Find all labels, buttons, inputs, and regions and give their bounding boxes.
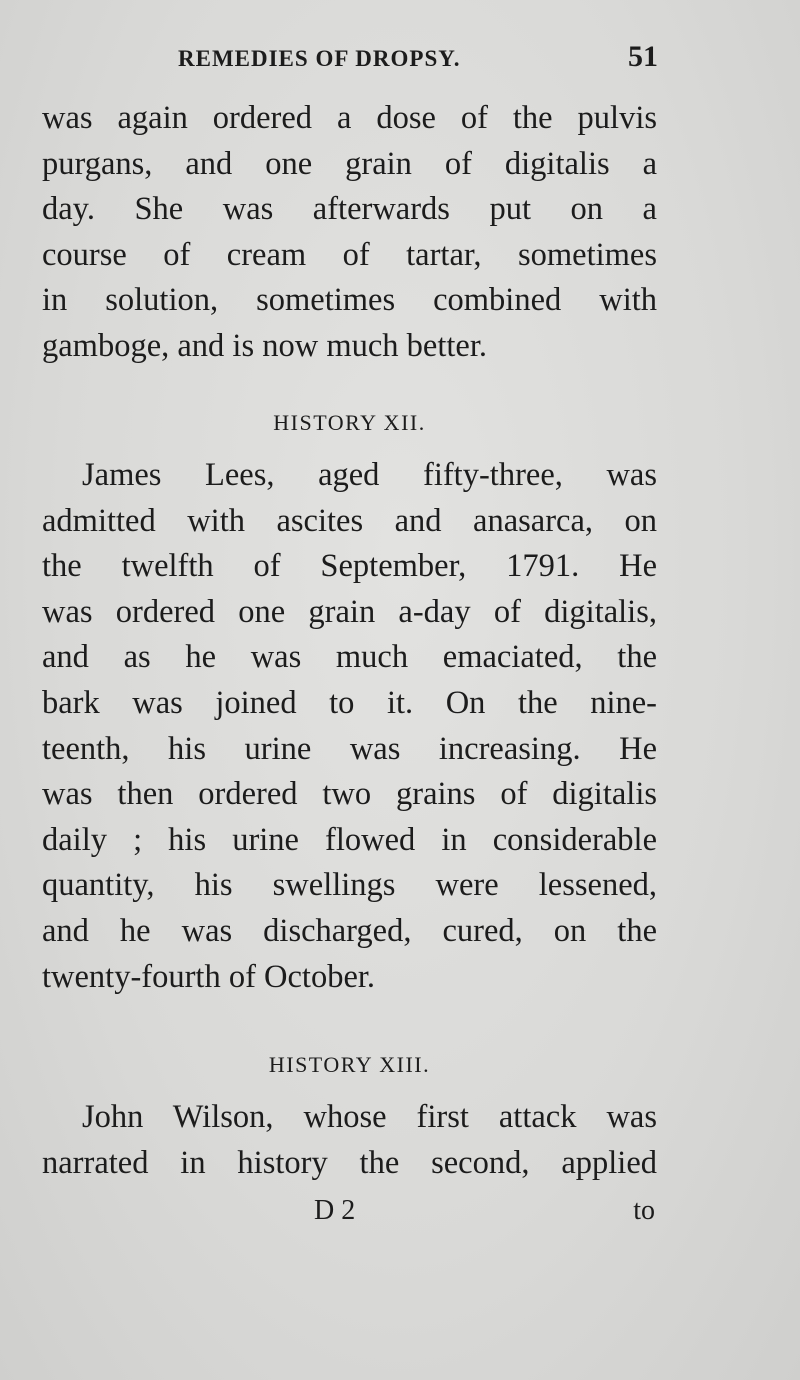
history-xiii-heading: HISTORY XIII.	[268, 1052, 431, 1077]
history-xiii-section	[42, 1035, 657, 1186]
running-head: REMEDIES OF DROPSY.	[178, 46, 461, 71]
page-header	[40, 40, 660, 80]
text-line: was then ordered two grains of digitalis	[42, 776, 657, 813]
text-line: and as he was much emaciated, the	[42, 639, 657, 676]
text-line: gamboge, and is now much better.	[42, 327, 487, 364]
catchword: to	[633, 1195, 655, 1226]
signature-mark: D 2	[314, 1195, 356, 1226]
text-line: purgans, and one grain of digitalis a	[42, 145, 657, 182]
page-number: 51	[628, 40, 658, 73]
text-line: in solution, sometimes combined with	[42, 282, 657, 319]
history-xii-heading: HISTORY XII.	[273, 410, 426, 435]
text-line: course of cream of tartar, sometimes	[42, 236, 657, 273]
history-xii-section	[42, 393, 657, 1000]
text-line: teenth, his urine was increasing. He	[42, 730, 657, 767]
page-footer	[42, 1195, 657, 1235]
text-line: and he was discharged, cured, on the	[42, 912, 657, 949]
history-xii-text	[42, 453, 657, 1000]
text-line: quantity, his swellings were lessened,	[42, 867, 657, 904]
text-line: day. She was afterwards put on a	[42, 191, 657, 228]
text-line: daily ; his urine flowed in considerable	[42, 821, 657, 858]
text-line: James Lees, aged fifty-three, was	[82, 457, 657, 493]
text-line: admitted with ascites and anasarca, on	[42, 502, 657, 539]
paragraph-continuation	[42, 96, 657, 370]
text-line: narrated in history the second, applied	[42, 1144, 657, 1181]
text-line: bark was joined to it. On the nine-	[42, 684, 657, 721]
text-line: John Wilson, whose first attack was	[82, 1099, 657, 1135]
text-line: the twelfth of September, 1791. He	[42, 548, 657, 585]
text-line: was again ordered a dose of the pulvis	[42, 100, 657, 136]
history-xiii-text	[42, 1095, 657, 1186]
text-line: twenty-fourth of October.	[42, 958, 376, 995]
text-line: was ordered one grain a-day of digitalis,	[42, 593, 657, 630]
